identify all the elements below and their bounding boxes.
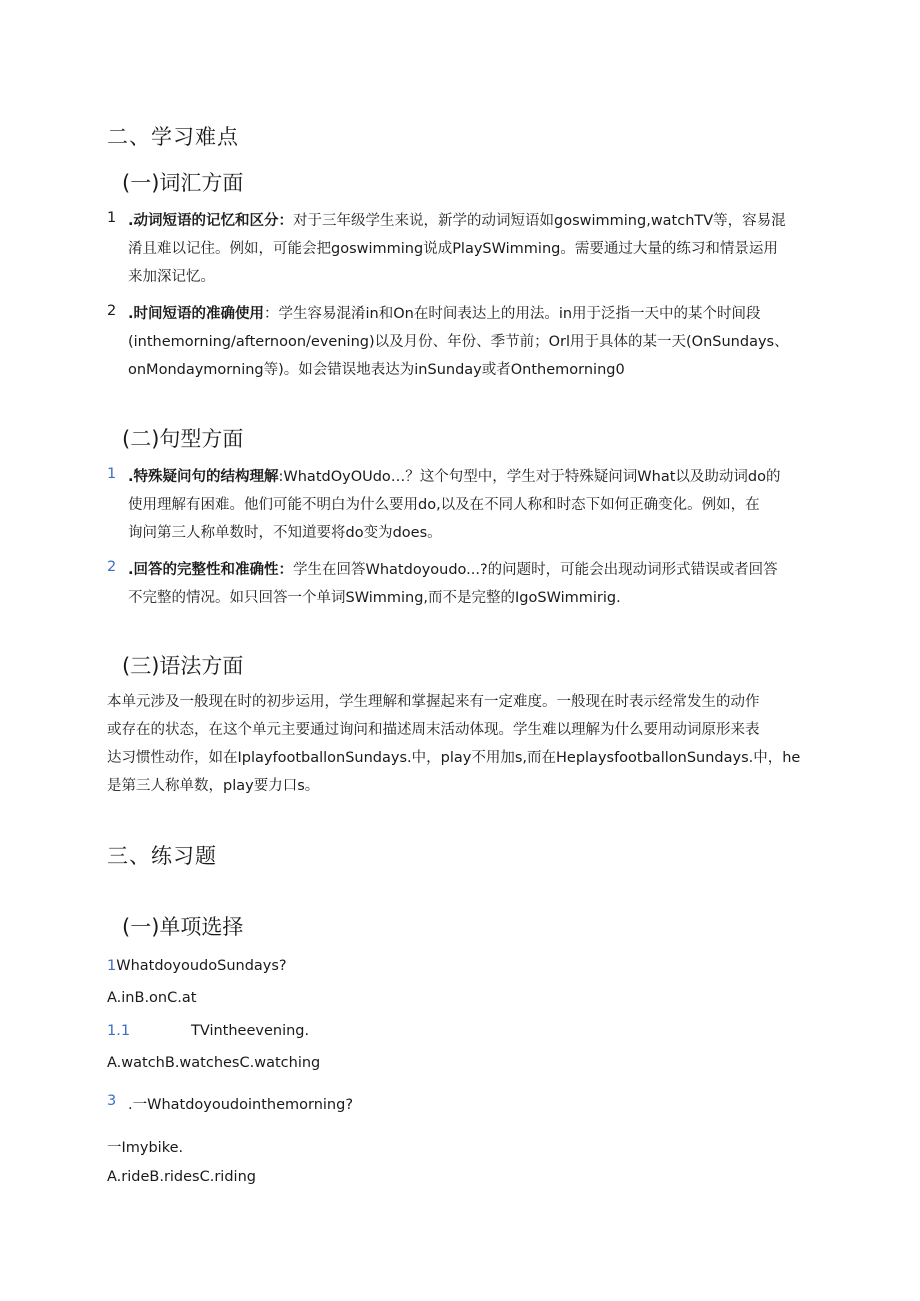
question-number: 1 (107, 958, 117, 974)
question-options: A.watchB.watchesC.watching (107, 1055, 321, 1071)
subheading-grammar: (三)语法方面 (122, 654, 244, 678)
question-answer-line: 一Imybike. (107, 1140, 184, 1156)
question-number: 1.1 (107, 1023, 131, 1039)
paragraph-line: 是第三人称单数，play要力口s。 (107, 778, 320, 794)
item-text-line: (inthemorning/afternoon/evening)以及月份、年份、季节前；Orl用于具体的某一天(OnSundays、 (128, 334, 789, 350)
paragraph-line: 本单元涉及一般现在时的初步运用，学生理解和掌握起来有一定难度。一般现在时表示经常发生的动作 (107, 694, 760, 710)
item-bold-lead: .特殊疑问句的结构理解 (128, 469, 279, 485)
question-options: A.inB.onC.at (107, 990, 197, 1006)
item-bold-lead: .时间短语的准确使用 (128, 306, 265, 322)
subheading-vocabulary: (一)词汇方面 (122, 171, 244, 195)
question-text: WhatdoyoudoSundays? (116, 958, 287, 974)
item-text-line: 不完整的情况。如只回答一个单词SWimming,而不是完整的IgoSWimmirig. (128, 590, 621, 606)
section-heading-exercises: 三、练习题 (107, 844, 217, 868)
question-options: A.rideB.ridesC.riding (107, 1169, 256, 1185)
item-text-line: 对于三年级学生来说，新学的动词短语如goswimming,watchTV等，容易混 (293, 213, 786, 229)
list-number: 1 (107, 466, 117, 482)
item-text-line: :WhatdOyOUdo…？这个句型中，学生对于特殊疑问词What以及助动词do的 (278, 469, 781, 485)
subheading-multiple-choice: (一)单项选择 (122, 915, 244, 939)
item-bold-lead: .动词短语的记忆和区分： (128, 213, 294, 229)
item-text-line: 淆且难以记住。例如，可能会把goswimming说成PlaySWimming。需要通过大量的练习和情景运用 (128, 241, 778, 257)
list-number: 1 (107, 210, 117, 226)
item-text-line: 使用理解有困难。他们可能不明白为什么要用do,以及在不同人称和时态下如何正确变化。例如，在 (128, 497, 760, 513)
item-text-line: 学生在回答Whatdoyoudo...?的问题时，可能会出现动词形式错误或者回答 (293, 562, 778, 578)
item-text-line: 询问第三人称单数时，不知道要将do变为does。 (128, 525, 442, 541)
item-text-line: 来加深记忆。 (128, 269, 215, 285)
question-text: .一Whatdoyoudointhemorning? (128, 1097, 354, 1113)
list-number: 2 (107, 559, 117, 575)
question-text: TVintheevening. (191, 1023, 310, 1039)
section-heading-difficulties: 二、学习难点 (107, 125, 239, 149)
item-bold-lead: .回答的完整性和准确性： (128, 562, 294, 578)
question-number: 3 (107, 1093, 117, 1109)
subheading-sentence-patterns: (二)句型方面 (122, 427, 244, 451)
list-number: 2 (107, 303, 117, 319)
item-text-line: ：学生容易混淆in和On在时间表达上的用法。in用于泛指一天中的某个时间段 (264, 306, 761, 322)
item-text-line: onMondaymorning等)。如会错误地表达为inSunday或者Onthemorning0 (128, 362, 625, 378)
paragraph-line: 或存在的状态，在这个单元主要通过询问和描述周末活动体现。学生难以理解为什么要用动词原形来表 (107, 722, 760, 738)
paragraph-line: 达习惯性动作，如在IplayfootballonSundays.中，play不用加s,而在HeplaysfootballonSundays.中，he (107, 750, 801, 766)
